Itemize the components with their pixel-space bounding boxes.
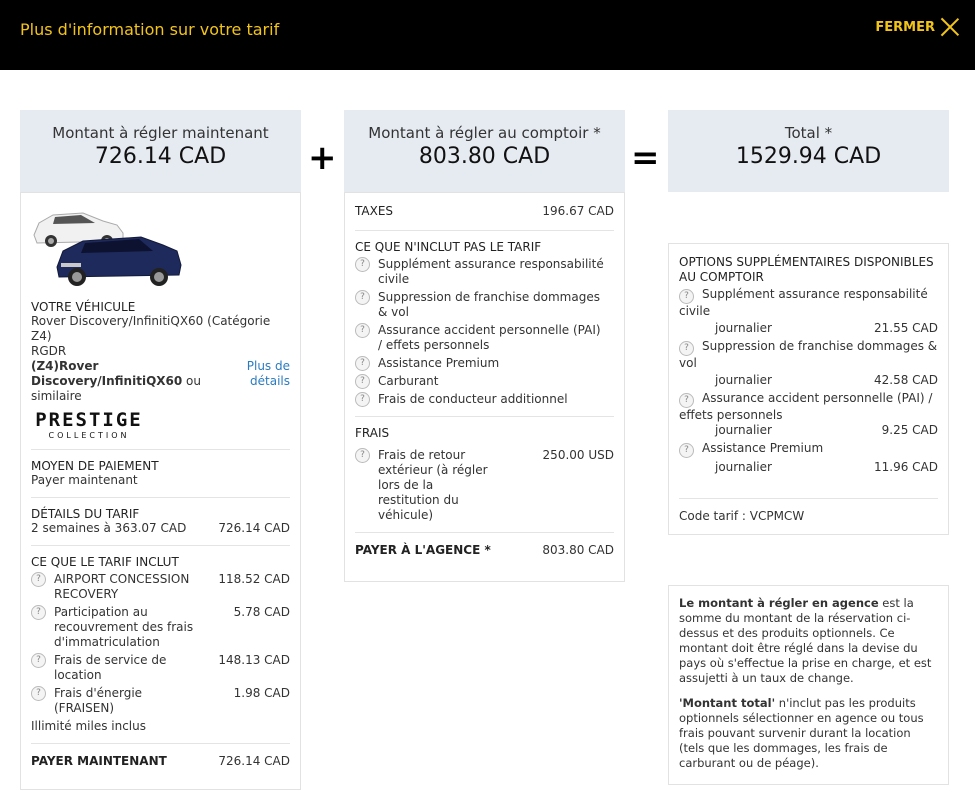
pay-now-column xyxy=(20,110,301,790)
excluded-item xyxy=(355,323,614,353)
excluded-item xyxy=(355,257,614,287)
fees-title: FRAIS xyxy=(355,426,390,440)
info-note xyxy=(668,585,949,785)
help-icon[interactable]: ? xyxy=(355,392,370,407)
equals-operator: = xyxy=(631,138,660,178)
options-section xyxy=(679,244,938,484)
help-icon[interactable]: ? xyxy=(31,605,46,620)
option-amount: 9.25 CAD xyxy=(881,423,938,437)
prestige-logo xyxy=(31,410,147,440)
option-item xyxy=(679,391,938,423)
excluded-item-label: Assurance accident personnelle (PAI) / effets personnels xyxy=(378,323,601,352)
included-item xyxy=(31,686,290,716)
pay-counter-label: Montant à régler au comptoir * xyxy=(368,124,601,142)
pay-counter-column xyxy=(344,110,625,582)
help-icon[interactable]: ? xyxy=(355,448,370,463)
excluded-item xyxy=(355,290,614,320)
option-item xyxy=(679,339,938,371)
help-icon[interactable]: ? xyxy=(31,572,46,587)
excluded-section xyxy=(355,230,614,416)
option-price-row xyxy=(679,423,938,438)
taxes-label: TAXES xyxy=(355,204,394,218)
included-item-amount: 5.78 CAD xyxy=(233,605,290,619)
pay-now-total-label: PAYER MAINTENANT xyxy=(31,754,167,768)
included-item xyxy=(31,605,290,650)
option-period: journalier xyxy=(715,460,772,474)
option-item xyxy=(679,287,938,319)
option-period: journalier xyxy=(715,373,772,387)
vehicle-code: RGDR xyxy=(31,344,67,358)
options-panel xyxy=(668,243,949,535)
note-p2-text: n'inclut pas les produits optionnels sélectionner en agence ou tous frais pouvant survenir durant la location (tels que les dommages, les frais de carburant ou de péage). xyxy=(679,696,924,770)
close-icon xyxy=(941,18,959,36)
option-item-label: Assurance accident personnelle (PAI) / effets personnels xyxy=(679,391,933,422)
taxes-amount: 196.67 CAD xyxy=(542,204,614,218)
excluded-item-label: Assistance Premium xyxy=(378,356,500,370)
pay-counter-panel xyxy=(344,192,625,582)
payment-section xyxy=(31,449,290,497)
excluded-item-label: Suppression de franchise dommages & vol xyxy=(378,290,600,319)
total-header xyxy=(668,110,949,192)
payment-value: Payer maintenant xyxy=(31,473,138,487)
help-icon[interactable]: ? xyxy=(355,374,370,389)
pay-counter-total-row xyxy=(355,543,614,558)
option-price-row xyxy=(679,373,938,388)
prestige-logo-title: PRESTIGE xyxy=(35,409,143,431)
option-price-row xyxy=(679,460,938,475)
mileage-note: Illimité miles inclus xyxy=(31,719,147,733)
rate-code: Code tarif : VCPMCW xyxy=(679,509,805,523)
pay-now-header xyxy=(20,110,301,192)
note-p1-bold: Le montant à régler en agence xyxy=(679,596,879,610)
included-item-amount: 118.52 CAD xyxy=(218,572,290,586)
help-icon[interactable]: ? xyxy=(31,653,46,668)
included-item-label: Frais d'énergie (FRAISEN) xyxy=(54,686,143,715)
option-amount: 42.58 CAD xyxy=(874,373,938,387)
rate-code-section xyxy=(679,498,938,533)
included-item xyxy=(31,572,290,602)
taxes-section xyxy=(355,193,614,230)
help-icon[interactable]: ? xyxy=(355,257,370,272)
fees-item-amount: 250.00 USD xyxy=(542,448,614,462)
note-p1-text: est la somme du montant de la réservation ci-dessus et des produits optionnels. Ce montant doit être réglé dans la devise du pays où s'effectue la prise en charge, et est assujetti à un taux de change. xyxy=(679,596,932,685)
option-item-label: Supplément assurance responsabilité civile xyxy=(679,287,928,318)
options-title: OPTIONS SUPPLÉMENTAIRES DISPONIBLES AU COMPTOIR xyxy=(679,255,934,284)
pay-counter-header xyxy=(344,110,625,192)
pay-counter-total-label: PAYER À L'AGENCE * xyxy=(355,543,491,557)
car-image xyxy=(31,201,191,293)
pay-now-total-section xyxy=(31,743,290,778)
note-paragraph-1 xyxy=(679,596,938,686)
close-button[interactable] xyxy=(875,18,959,36)
option-item xyxy=(679,441,938,458)
excluded-item-label: Frais de conducteur additionnel xyxy=(378,392,568,406)
pay-now-total-amount: 726.14 CAD xyxy=(218,754,290,768)
rate-amount: 726.14 CAD xyxy=(218,521,290,535)
excluded-item-label: Carburant xyxy=(378,374,439,388)
included-item-label: Participation au recouvrement des frais d'immatriculation xyxy=(54,605,194,649)
option-item-label: Suppression de franchise dommages & vol xyxy=(679,339,938,370)
included-item-label: Frais de service de location xyxy=(54,653,167,682)
total-label: Total * xyxy=(784,124,833,142)
pay-now-amount: 726.14 CAD xyxy=(94,144,227,169)
vehicle-section xyxy=(31,193,290,449)
close-label: FERMER xyxy=(875,19,935,35)
vehicle-similar-row xyxy=(31,359,290,404)
pay-counter-total-amount: 803.80 CAD xyxy=(542,543,614,557)
included-item-amount: 1.98 CAD xyxy=(233,686,290,700)
vehicle-similar-suffix: ou similaire xyxy=(31,374,201,403)
pay-counter-amount: 803.80 CAD xyxy=(418,144,551,169)
vehicle-title: VOTRE VÉHICULE xyxy=(31,300,136,314)
help-icon[interactable]: ? xyxy=(355,323,370,338)
option-amount: 21.55 CAD xyxy=(874,321,938,335)
included-section xyxy=(31,545,290,743)
option-price-row xyxy=(679,321,938,336)
help-icon[interactable]: ? xyxy=(679,341,694,356)
option-period: journalier xyxy=(715,423,772,437)
option-item-label: Assistance Premium xyxy=(702,441,824,455)
fees-item xyxy=(355,448,614,523)
vehicle-model: Rover Discovery/InfinitiQX60 (Catégorie Z4) xyxy=(31,314,271,343)
plus-operator: + xyxy=(308,138,337,178)
excluded-item xyxy=(355,374,614,389)
option-amount: 11.96 CAD xyxy=(874,460,938,474)
help-icon[interactable]: ? xyxy=(679,393,694,408)
excluded-title: CE QUE N'INCLUT PAS LE TARIF xyxy=(355,240,542,254)
vehicle-similar-name: (Z4)Rover Discovery/InfinitiQX60 xyxy=(31,359,183,388)
excluded-item xyxy=(355,392,614,407)
excluded-item xyxy=(355,356,614,371)
vehicle-similar xyxy=(31,359,240,404)
included-item xyxy=(31,653,290,683)
note-paragraph-2 xyxy=(679,696,938,771)
note-p2-bold: 'Montant total' xyxy=(679,696,776,710)
rate-section xyxy=(31,497,290,545)
excluded-item-label: Supplément assurance responsabilité civile xyxy=(378,257,604,286)
help-icon[interactable]: ? xyxy=(31,686,46,701)
fees-section xyxy=(355,416,614,532)
rate-desc: 2 semaines à 363.07 CAD xyxy=(31,521,187,535)
included-title: CE QUE LE TARIF INCLUT xyxy=(31,555,179,569)
help-icon[interactable]: ? xyxy=(679,443,694,458)
modal-header xyxy=(0,0,975,70)
help-icon[interactable]: ? xyxy=(679,289,694,304)
pay-now-total-row xyxy=(31,754,290,769)
help-icon[interactable]: ? xyxy=(355,356,370,371)
modal-title: Plus d'information sur votre tarif xyxy=(20,20,280,39)
taxes-row xyxy=(355,204,614,219)
help-icon[interactable]: ? xyxy=(355,290,370,305)
included-item-amount: 148.13 CAD xyxy=(218,653,290,667)
pay-now-panel xyxy=(20,192,301,790)
fees-item-label: Frais de retour extérieur (à régler lors de la restitution du véhicule) xyxy=(378,448,488,522)
pay-counter-total-section xyxy=(355,532,614,567)
more-details-link[interactable]: Plus de détails xyxy=(246,359,290,388)
total-column xyxy=(668,110,949,192)
total-amount: 1529.94 CAD xyxy=(735,144,882,169)
rate-row xyxy=(31,521,290,536)
option-period: journalier xyxy=(715,321,772,335)
included-item-label: AIRPORT CONCESSION RECOVERY xyxy=(54,572,190,601)
rate-title: DÉTAILS DU TARIF xyxy=(31,507,140,521)
payment-title: MOYEN DE PAIEMENT xyxy=(31,459,159,473)
prestige-logo-sub: COLLECTION xyxy=(48,431,130,440)
pay-now-label: Montant à régler maintenant xyxy=(52,124,269,142)
